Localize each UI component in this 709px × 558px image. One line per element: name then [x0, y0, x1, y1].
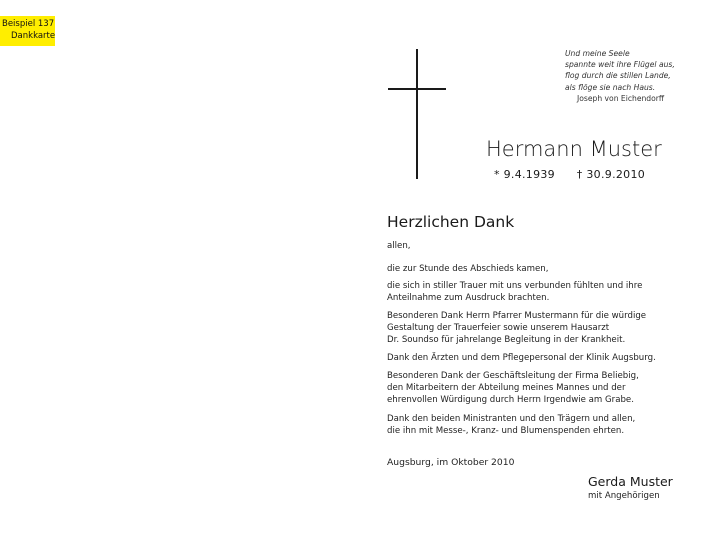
- poem-line: spannte weit ihre Flügel aus,: [565, 60, 675, 70]
- signer-subtitle: mit Angehörigen: [588, 491, 660, 501]
- thanks-heading: Herzlichen Dank: [387, 213, 515, 231]
- birth-date: * 9.4.1939: [494, 168, 555, 181]
- death-date: † 30.9.2010: [576, 168, 646, 181]
- life-dates: [494, 168, 645, 182]
- paragraph-allen: [387, 241, 687, 253]
- cross-horizontal-bar: [388, 88, 446, 90]
- text-line: den Mitarbeitern der Abteilung meines Mannes und der: [387, 382, 626, 393]
- paragraph-3: [387, 311, 687, 346]
- poem-line: als flöge sie nach Haus.: [565, 82, 656, 92]
- text-line: Dr. Soundso für jahrelange Begleitung in der Krankheit.: [387, 334, 626, 345]
- paragraph-4: [387, 353, 687, 365]
- example-type: Dankkarte: [11, 31, 56, 41]
- text-line: Dank den Ärzten und dem Pflegepersonal der Klinik Augsburg.: [387, 353, 656, 363]
- poem-line: Und meine Seele: [565, 49, 630, 58]
- paragraph-2: [387, 281, 687, 305]
- paragraph-1: [387, 264, 687, 276]
- text-line: die zur Stunde des Abschieds kamen,: [387, 264, 549, 274]
- text-line: die sich in stiller Trauer mit uns verbunden fühlten und ihre: [387, 281, 643, 291]
- place-and-date: Augsburg, im Oktober 2010: [387, 457, 515, 468]
- paragraph-6: [387, 414, 687, 438]
- text-line: allen,: [387, 241, 411, 251]
- text-line: die ihn mit Messe-, Kranz- und Blumenspenden ehrten.: [387, 425, 625, 436]
- signer-name: Gerda Muster: [588, 474, 673, 489]
- text-line: Besonderen Dank der Geschäftsleitung der Firma Beliebig,: [387, 371, 639, 381]
- paragraph-5: [387, 371, 687, 406]
- example-label: [0, 16, 55, 46]
- text-line: Gestaltung der Trauerfeier sowie unserem Hausarzt: [387, 322, 610, 333]
- deceased-name: Hermann Muster: [486, 137, 662, 161]
- example-number: Beispiel 137: [2, 19, 55, 29]
- cross-vertical-bar: [416, 49, 418, 179]
- text-line: Dank den beiden Ministranten und den Trägern und allen,: [387, 414, 636, 424]
- text-line: Anteilnahme zum Ausdruck brachten.: [387, 292, 550, 303]
- poem-author: Joseph von Eichendorff: [577, 93, 665, 103]
- poem: [565, 48, 705, 104]
- text-line: Besonderen Dank Herrn Pfarrer Mustermann für die würdige: [387, 311, 647, 321]
- text-line: ehrenvollen Würdigung durch Herrn Irgendwie am Grabe.: [387, 394, 634, 405]
- poem-line: flog durch die stillen Lande,: [565, 71, 671, 81]
